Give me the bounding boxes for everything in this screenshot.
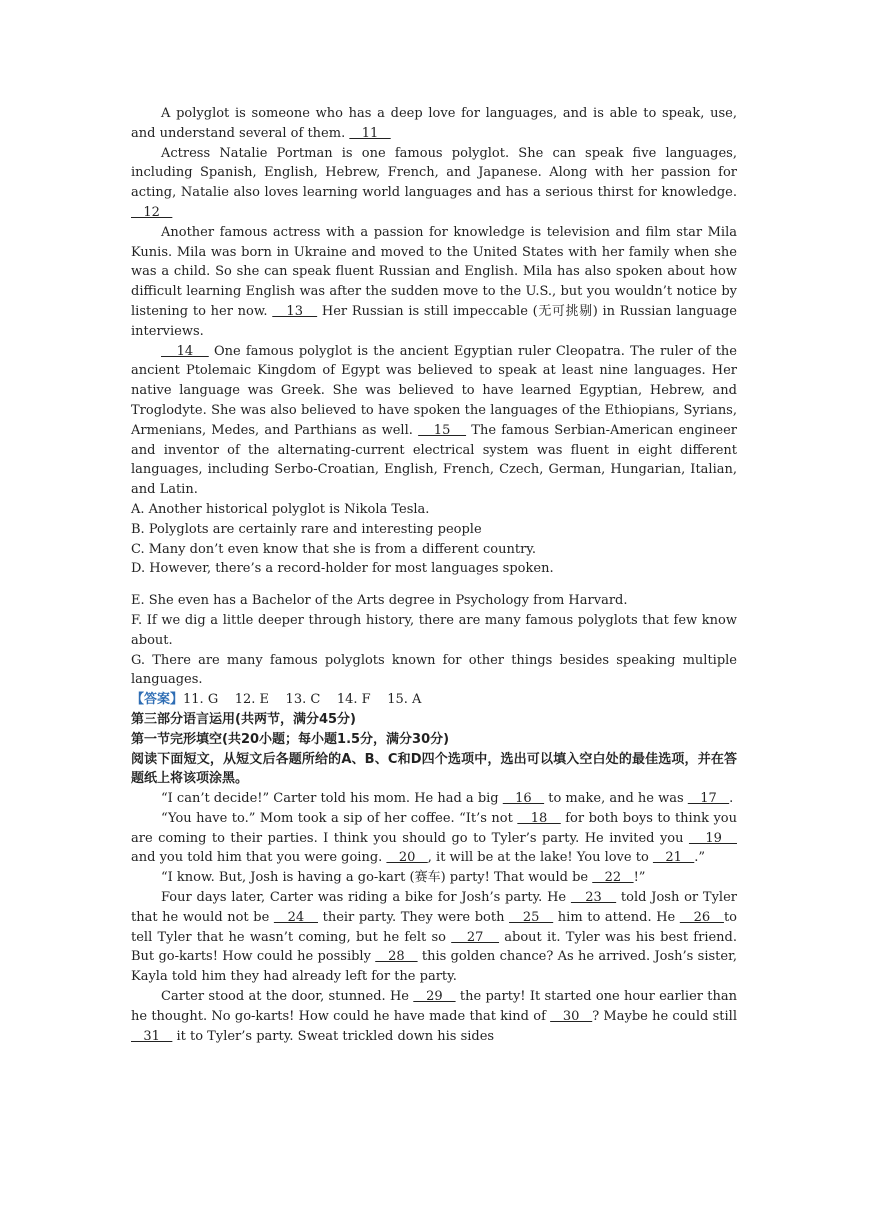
answer-text: 11. G 12. E 13. C 14. F 15. A [183,692,422,708]
text: A polyglot is someone who has a deep love for languages, and is able to speak, use, and understand several of them. [131,106,737,141]
text: Actress Natalie Portman is one famous polyglot. She can speak five languages, including Spanish, English, Hebrew, French, and Japanese. Along with her passion for acting, Natalie also loves learning world languages and has a serious thirst for knowledge. [131,145,737,201]
section-instructions: 阅读下面短文，从短文后各题所给的A、B、C和D四个选项中，选出可以填入空白处的最佳选项，并在答题纸上将该项涂黑。 [131,751,737,787]
section-part-heading: 第三部分语言运用(共两节，满分45分) [131,711,356,727]
blank-19: 19 [688,830,737,846]
text: it to Tyler’s party. Sweat trickled down his sides [172,1028,495,1044]
text: to tell Tyler that he wasn’t coming, but he felt so [131,909,738,945]
blank-15: 15 [418,422,467,438]
blank-16: 16 [502,791,545,807]
text: to make, and he was [544,791,688,807]
text: told Josh or Tyler that he would not be [131,890,737,925]
passage1-paragraph-3 [131,223,737,342]
text: , it will be at the lake! You love to [427,850,653,866]
blank-29: 29 [413,989,456,1005]
text: “I can’t decide!” Carter told his mom. He had a big [161,791,503,807]
text: .” [694,850,706,866]
text: ? Maybe he could still [592,1008,737,1024]
text: Her Russian is still impeccable (无可挑剔) in Russian language interviews. [131,303,737,339]
text: the party! It started one hour earlier than he thought. No go-karts! How could he have made that kind of [131,989,737,1024]
text: Another famous actress with a passion for knowledge is television and film star Mila Kunis. Mila was born in Ukraine and moved to the United States with her family when she was a child. So she can speak fluent Russian and English. Mila has also spoken about how difficult learning English was after the sudden move to the U.S., but you wouldn’t notice by listening to her now. [131,224,737,319]
text: Four days later, Carter was riding a bike for Josh’s party. He [161,890,571,906]
passage1-paragraph-4 [131,342,737,500]
option-e: E. She even has a Bachelor of the Arts degree in Psychology from Harvard. [131,593,628,609]
passage1-paragraph-1 [131,104,737,144]
passage2-paragraph-3 [131,868,737,888]
blank-31: 31 [131,1028,173,1044]
text: !” [633,870,646,886]
option-a: A. Another historical polyglot is Nikola Tesla. [131,501,430,517]
blank-30: 30 [550,1008,593,1024]
answer-label: 【答案】 [131,692,184,708]
blank-21: 21 [652,850,695,866]
option-f: F. If we dig a little deeper through history, there are many famous polyglots that few know about. [131,612,737,648]
blank-24: 24 [273,909,318,925]
text: . [729,791,734,807]
blank-27: 27 [451,929,500,945]
option-b: B. Polyglots are certainly rare and interesting people [131,521,482,537]
blank-28: 28 [375,949,418,965]
blank-26: 26 [679,909,724,925]
text: for both boys to think you are coming to their parties. I think you should go to Tyler’s party. He invited you [131,810,737,846]
blank-25: 25 [509,909,554,925]
blank-13: 13 [272,303,318,319]
blank-11: 11 [349,125,391,141]
passage1-paragraph-2 [131,144,737,223]
blank-18: 18 [517,810,561,826]
text: “You have to.” Mom took a sip of her coffee. “It’s not [161,810,518,826]
passage2-paragraph-1 [131,789,737,809]
text: about it. Tyler was his best friend. But go-karts! How could he possibly [131,929,737,965]
blank-20: 20 [386,850,428,866]
blank-14: 14 [161,343,209,359]
text: this golden chance? As he arrived. Josh’s sister, Kayla told him they had already left for the party. [131,949,737,985]
option-g: G. There are many famous polyglots known for other things besides speaking multiple languages. [131,652,737,688]
text: and you told him that you were going. [131,850,387,866]
answer-line [131,690,737,710]
text: “I know. But, Josh is having a go-kart (赛车) party! That would be [161,870,593,886]
passage2-paragraph-2 [131,809,737,868]
text: Carter stood at the door, stunned. He [161,989,414,1005]
text: him to attend. He [553,909,680,925]
text: The famous Serbian-American engineer and inventor of the alternating-current electrical system was fluent in eight different languages, including Serbo-Croatian, English, French, Czech, German, Hungarian, Italian, and Latin. [131,422,737,498]
blank-17: 17 [687,791,730,807]
passage2-paragraph-4 [131,888,737,987]
section-sub-heading: 第一节完形填空(共20小题；每小题1.5分，满分30分) [131,731,450,747]
option-c: C. Many don’t even know that she is from a different country. [131,541,537,557]
document-page [131,104,737,1046]
text: their party. They were both [318,909,510,925]
blank-22: 22 [592,870,634,886]
blank-23: 23 [570,890,617,906]
blank-12: 12 [131,204,173,220]
text: One famous polyglot is the ancient Egyptian ruler Cleopatra. The ruler of the ancient Ptolemaic Kingdom of Egypt was believed to speak at least nine languages. Her native language was Greek. She was believed to have learned Egyptian, Hebrew, and Troglodyte. She was also believed to have spoken the languages of the Ethiopians, Syrians, Armenians, Medes, and Parthians as well. [131,343,737,438]
passage2-paragraph-5 [131,987,737,1046]
option-d: D. However, there’s a record-holder for most languages spoken. [131,561,554,577]
